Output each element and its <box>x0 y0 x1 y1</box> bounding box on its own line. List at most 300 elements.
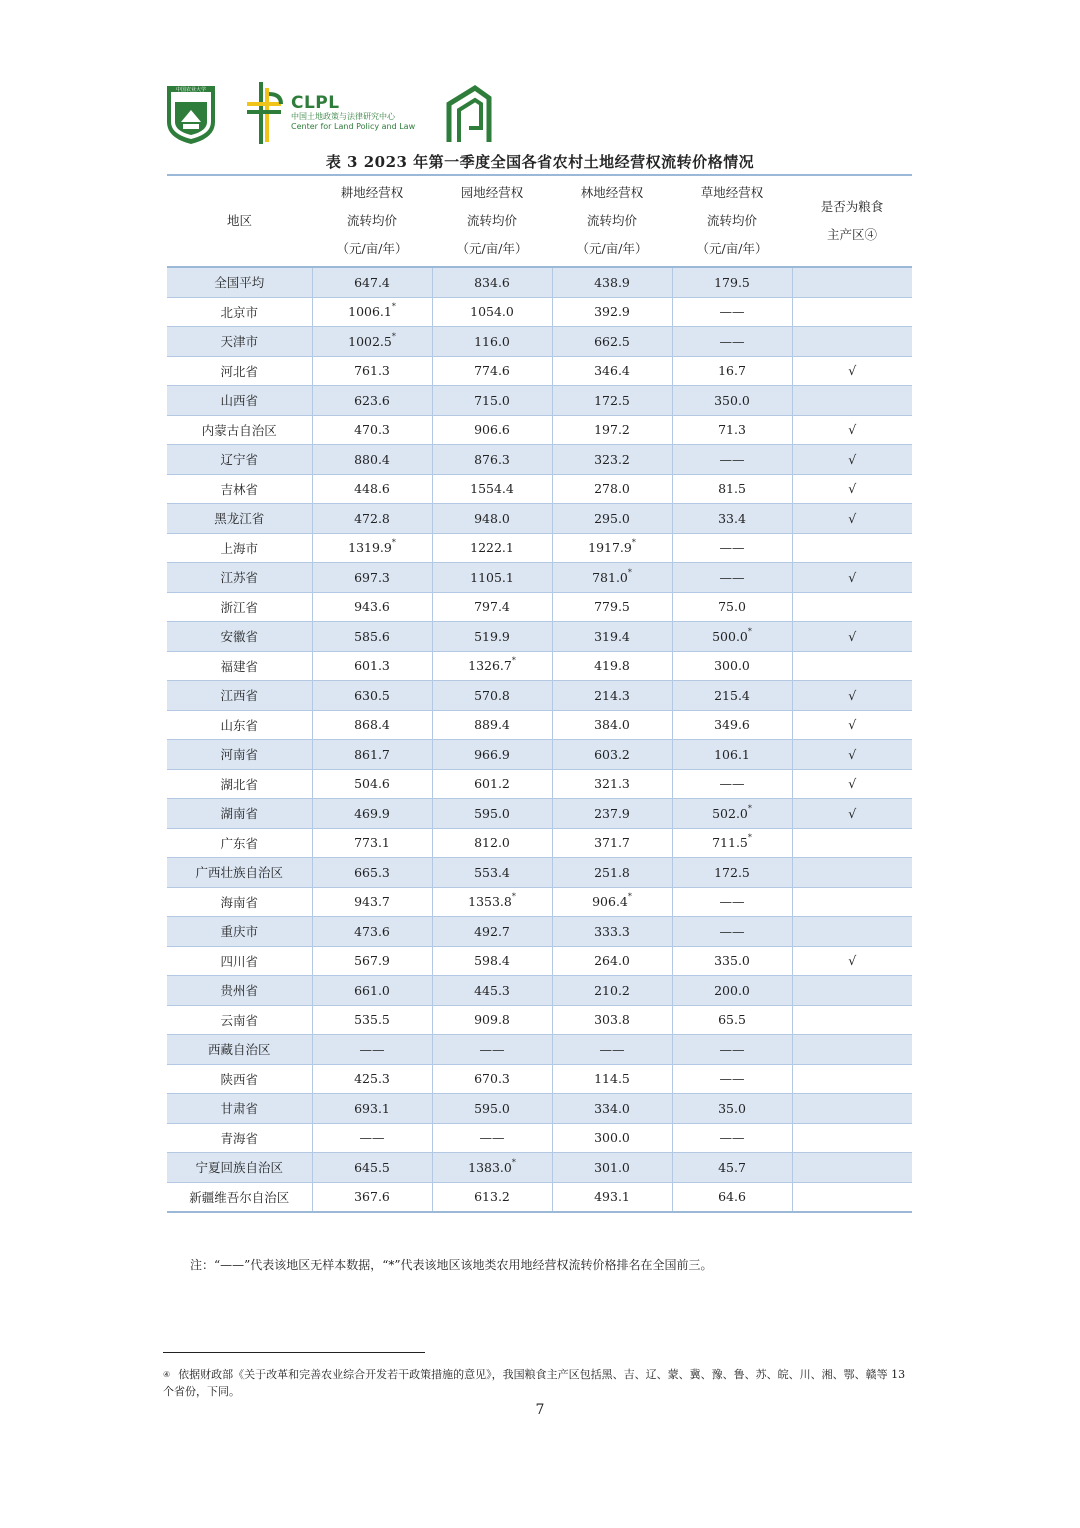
price-value: 661.0 <box>354 982 390 998</box>
clpl-logo <box>245 80 417 146</box>
grain-area-cell <box>792 1153 912 1183</box>
price-value: 595.0 <box>474 1100 510 1116</box>
clpl-name-cn: 中国土地政策与法律研究中心 <box>291 112 395 121</box>
price-cell <box>432 946 552 976</box>
price-value: 966.9 <box>474 746 510 762</box>
region-cell: 湖北省 <box>167 769 312 799</box>
price-value: 172.5 <box>594 392 630 408</box>
price-cell <box>312 887 432 917</box>
price-value: 889.4 <box>474 717 510 733</box>
table-row <box>167 622 912 652</box>
price-value: 45.7 <box>718 1159 746 1175</box>
university-seal-icon <box>163 82 219 146</box>
price-cell <box>672 415 792 445</box>
price-cell <box>672 1123 792 1153</box>
column-header-line: 流转均价 <box>706 213 757 228</box>
column-header-line: 流转均价 <box>586 213 637 228</box>
price-value: 200.0 <box>714 982 750 998</box>
table-row <box>167 917 912 947</box>
price-value: 773.1 <box>354 835 390 851</box>
price-cell <box>672 1064 792 1094</box>
grain-area-cell: √ <box>792 681 912 711</box>
region-cell: 广东省 <box>167 828 312 858</box>
price-value: 438.9 <box>594 274 630 290</box>
grain-area-cell <box>792 267 912 297</box>
table-row <box>167 1094 912 1124</box>
price-value: 909.8 <box>474 1012 510 1028</box>
price-cell <box>552 622 672 652</box>
price-cell <box>552 1182 672 1212</box>
region-cell: 全国平均 <box>167 267 312 297</box>
region-cell: 重庆市 <box>167 917 312 947</box>
region-cell: 四川省 <box>167 946 312 976</box>
footnote <box>163 1366 915 1400</box>
price-value: 334.0 <box>594 1100 630 1116</box>
region-cell: 贵州省 <box>167 976 312 1006</box>
price-cell <box>552 1064 672 1094</box>
price-cell <box>672 386 792 416</box>
partner-logo-icon <box>445 84 493 144</box>
grain-area-cell <box>792 1123 912 1153</box>
price-value: 943.6 <box>354 599 390 615</box>
top-three-mark: * <box>511 892 516 902</box>
clpl-name-en: Center for Land Policy and Law <box>291 122 416 131</box>
region-cell: 上海市 <box>167 533 312 563</box>
price-cell <box>312 976 432 1006</box>
price-cell <box>312 740 432 770</box>
price-cell <box>312 917 432 947</box>
price-cell <box>312 769 432 799</box>
price-cell <box>552 533 672 563</box>
grain-area-cell: √ <box>792 622 912 652</box>
price-value: 715.0 <box>474 392 510 408</box>
table-row <box>167 769 912 799</box>
top-three-mark: * <box>747 626 752 636</box>
price-value: —— <box>719 333 745 349</box>
region-cell: 甘肃省 <box>167 1094 312 1124</box>
price-cell <box>312 1005 432 1035</box>
price-value: 595.0 <box>474 805 510 821</box>
price-value: —— <box>359 1130 385 1146</box>
price-value: 519.9 <box>474 628 510 644</box>
price-cell <box>552 504 672 534</box>
price-value: 1006.1 <box>348 304 392 320</box>
price-cell <box>552 740 672 770</box>
region-cell: 云南省 <box>167 1005 312 1035</box>
price-value: 601.2 <box>474 776 510 792</box>
price-value: 868.4 <box>354 717 390 733</box>
price-value: 237.9 <box>594 805 630 821</box>
top-three-mark: * <box>747 833 752 843</box>
top-three-mark: * <box>627 892 632 902</box>
table-row <box>167 887 912 917</box>
price-cell <box>312 946 432 976</box>
price-value: 535.5 <box>354 1012 390 1028</box>
price-cell <box>552 946 672 976</box>
price-cell <box>552 327 672 357</box>
table-row <box>167 327 912 357</box>
price-cell <box>312 504 432 534</box>
price-cell <box>312 681 432 711</box>
region-cell: 广西壮族自治区 <box>167 858 312 888</box>
price-value: —— <box>719 1041 745 1057</box>
price-cell <box>312 799 432 829</box>
price-value: 197.2 <box>594 422 630 438</box>
region-cell: 湖南省 <box>167 799 312 829</box>
price-value: 797.4 <box>474 599 510 615</box>
column-header <box>552 175 672 267</box>
table-row <box>167 1005 912 1035</box>
price-value: 880.4 <box>354 451 390 467</box>
column-header <box>792 175 912 267</box>
region-cell: 天津市 <box>167 327 312 357</box>
price-cell <box>432 858 552 888</box>
price-cell <box>672 946 792 976</box>
price-cell <box>672 297 792 327</box>
price-cell <box>432 474 552 504</box>
price-value: 906.4 <box>592 894 628 910</box>
grain-area-cell: √ <box>792 710 912 740</box>
svg-text:中国农业大学: 中国农业大学 <box>175 87 207 93</box>
column-header-line: 流转均价 <box>346 213 397 228</box>
price-cell <box>312 622 432 652</box>
price-value: 711.5 <box>712 835 748 851</box>
price-cell <box>672 622 792 652</box>
price-value: 662.5 <box>594 333 630 349</box>
price-value: —— <box>599 1041 625 1057</box>
table-row <box>167 651 912 681</box>
column-header-line: （元/亩/年） <box>696 241 768 256</box>
table-row <box>167 828 912 858</box>
region-cell: 黑龙江省 <box>167 504 312 534</box>
price-cell <box>552 1035 672 1065</box>
region-cell: 海南省 <box>167 887 312 917</box>
price-cell <box>552 592 672 622</box>
table-header-row <box>167 175 912 267</box>
price-value: 613.2 <box>474 1189 510 1205</box>
region-cell: 河南省 <box>167 740 312 770</box>
price-value: 71.3 <box>718 422 746 438</box>
grain-area-cell <box>792 386 912 416</box>
grain-area-cell <box>792 592 912 622</box>
price-value: 75.0 <box>718 599 746 615</box>
price-cell <box>432 622 552 652</box>
price-value: 470.3 <box>354 422 390 438</box>
price-value: 172.5 <box>714 864 750 880</box>
price-value: 300.0 <box>714 658 750 674</box>
price-value: —— <box>359 1041 385 1057</box>
price-cell <box>432 1094 552 1124</box>
price-cell <box>672 1153 792 1183</box>
price-cell <box>312 710 432 740</box>
price-value: —— <box>479 1041 505 1057</box>
grain-area-cell: √ <box>792 356 912 386</box>
table-row <box>167 1035 912 1065</box>
region-cell: 北京市 <box>167 297 312 327</box>
grain-area-cell <box>792 1064 912 1094</box>
price-cell <box>552 799 672 829</box>
grain-area-cell <box>792 1094 912 1124</box>
table-row <box>167 415 912 445</box>
table-row <box>167 356 912 386</box>
grain-area-cell <box>792 1035 912 1065</box>
price-cell <box>312 386 432 416</box>
price-value: —— <box>719 569 745 585</box>
price-value: —— <box>719 1130 745 1146</box>
price-cell <box>432 504 552 534</box>
price-cell <box>672 563 792 593</box>
price-value: 570.8 <box>474 687 510 703</box>
column-header-line: 草地经营权 <box>700 185 764 200</box>
price-value: 65.5 <box>718 1012 746 1028</box>
price-value: 319.4 <box>594 628 630 644</box>
price-value: 114.5 <box>594 1071 630 1087</box>
price-value: 335.0 <box>714 953 750 969</box>
price-value: 812.0 <box>474 835 510 851</box>
footnote-text: 依据财政部《关于改革和完善农业综合开发若干政策措施的意见》，我国粮食主产区包括黑、吉、辽、蒙、冀、豫、鲁、苏、皖、川、湘、鄂、赣等 13 个省份，下同。 <box>163 1368 906 1398</box>
price-cell <box>672 976 792 1006</box>
price-cell <box>432 1064 552 1094</box>
grain-area-cell <box>792 1182 912 1212</box>
grain-area-cell <box>792 976 912 1006</box>
column-header <box>672 175 792 267</box>
price-cell <box>672 1182 792 1212</box>
price-value: 665.3 <box>354 864 390 880</box>
table-row <box>167 740 912 770</box>
price-cell <box>432 445 552 475</box>
price-value: 834.6 <box>474 274 510 290</box>
price-cell <box>312 1064 432 1094</box>
table-row <box>167 1123 912 1153</box>
price-value: —— <box>719 1071 745 1087</box>
price-cell <box>672 1035 792 1065</box>
price-cell <box>552 858 672 888</box>
price-value: 16.7 <box>718 363 746 379</box>
price-value: 303.8 <box>594 1012 630 1028</box>
price-value: 504.6 <box>354 776 390 792</box>
price-value: 647.4 <box>354 274 390 290</box>
region-cell: 安徽省 <box>167 622 312 652</box>
price-value: 469.9 <box>354 805 390 821</box>
column-header-line: 流转均价 <box>466 213 517 228</box>
price-value: —— <box>719 540 745 556</box>
price-value: 948.0 <box>474 510 510 526</box>
column-header-line: （元/亩/年） <box>456 241 528 256</box>
price-cell <box>552 1005 672 1035</box>
region-cell: 西藏自治区 <box>167 1035 312 1065</box>
price-table <box>167 174 912 1213</box>
grain-area-cell <box>792 533 912 563</box>
price-value: 35.0 <box>718 1100 746 1116</box>
price-cell <box>672 799 792 829</box>
table-row <box>167 681 912 711</box>
price-value: 367.6 <box>354 1189 390 1205</box>
price-value: 106.1 <box>714 746 750 762</box>
price-value: 321.3 <box>594 776 630 792</box>
price-cell <box>312 1123 432 1153</box>
top-three-mark: * <box>391 538 396 548</box>
grain-area-cell <box>792 858 912 888</box>
table-row <box>167 858 912 888</box>
table-title: 表 3 2023 年第一季度全国各省农村土地经营权流转价格情况 <box>325 153 755 171</box>
price-cell <box>312 533 432 563</box>
price-cell <box>672 356 792 386</box>
price-value: —— <box>719 304 745 320</box>
price-cell <box>432 828 552 858</box>
price-value: 1383.0 <box>468 1159 512 1175</box>
top-three-mark: * <box>627 567 632 577</box>
price-cell <box>432 267 552 297</box>
price-cell <box>672 828 792 858</box>
table-row <box>167 563 912 593</box>
price-value: 300.0 <box>594 1130 630 1146</box>
price-cell <box>312 297 432 327</box>
price-value: —— <box>719 776 745 792</box>
column-header-line: 园地经营权 <box>460 185 524 200</box>
table-row <box>167 1153 912 1183</box>
price-value: 425.3 <box>354 1071 390 1087</box>
grain-area-cell: √ <box>792 769 912 799</box>
price-cell <box>672 740 792 770</box>
price-cell <box>672 267 792 297</box>
table-row <box>167 1182 912 1212</box>
price-value: 567.9 <box>354 953 390 969</box>
price-cell <box>432 887 552 917</box>
grain-area-cell: √ <box>792 504 912 534</box>
price-value: 1054.0 <box>470 304 514 320</box>
price-cell <box>312 592 432 622</box>
grain-area-cell: √ <box>792 563 912 593</box>
price-value: 1326.7 <box>468 658 512 674</box>
price-cell <box>432 415 552 445</box>
price-value: —— <box>479 1130 505 1146</box>
price-cell <box>312 1094 432 1124</box>
price-value: 670.3 <box>474 1071 510 1087</box>
clpl-wordmark: CLPL <box>291 93 340 113</box>
top-three-mark: * <box>511 656 516 666</box>
price-value: 876.3 <box>474 451 510 467</box>
grain-area-cell: √ <box>792 474 912 504</box>
price-cell <box>672 858 792 888</box>
clpl-mark-icon <box>245 80 285 146</box>
price-value: 81.5 <box>718 481 746 497</box>
price-value: 278.0 <box>594 481 630 497</box>
table-row <box>167 386 912 416</box>
price-cell <box>672 1005 792 1035</box>
price-value: 697.3 <box>354 569 390 585</box>
grain-area-cell: √ <box>792 740 912 770</box>
price-value: —— <box>719 451 745 467</box>
price-cell <box>432 1123 552 1153</box>
region-cell: 山东省 <box>167 710 312 740</box>
price-cell <box>552 415 672 445</box>
price-cell <box>432 1153 552 1183</box>
grain-area-cell: √ <box>792 415 912 445</box>
price-cell <box>312 267 432 297</box>
price-cell <box>312 563 432 593</box>
price-value: 1554.4 <box>470 481 514 497</box>
grain-area-cell <box>792 887 912 917</box>
price-cell <box>312 327 432 357</box>
price-value: 349.6 <box>714 717 750 733</box>
price-cell <box>432 917 552 947</box>
price-value: 384.0 <box>594 717 630 733</box>
price-value: 492.7 <box>474 923 510 939</box>
grain-area-cell: √ <box>792 799 912 829</box>
price-cell <box>432 533 552 563</box>
region-cell: 浙江省 <box>167 592 312 622</box>
price-cell <box>432 710 552 740</box>
price-cell <box>312 828 432 858</box>
price-value: 585.6 <box>354 628 390 644</box>
table-row <box>167 267 912 297</box>
price-cell <box>552 976 672 1006</box>
price-cell <box>432 1035 552 1065</box>
table-row <box>167 297 912 327</box>
region-cell: 河北省 <box>167 356 312 386</box>
column-header-line: 耕地经营权 <box>340 185 404 200</box>
price-cell <box>672 681 792 711</box>
price-value: 473.6 <box>354 923 390 939</box>
price-cell <box>552 769 672 799</box>
price-cell <box>552 1123 672 1153</box>
price-cell <box>552 651 672 681</box>
price-cell <box>312 356 432 386</box>
price-cell <box>432 386 552 416</box>
grain-area-cell <box>792 828 912 858</box>
price-value: 500.0 <box>712 628 748 644</box>
price-value: 392.9 <box>594 304 630 320</box>
price-cell <box>312 474 432 504</box>
top-three-mark: * <box>631 538 636 548</box>
header-logos <box>163 78 503 148</box>
price-cell <box>552 563 672 593</box>
price-cell <box>552 297 672 327</box>
table-row <box>167 1064 912 1094</box>
price-cell <box>432 769 552 799</box>
price-value: 350.0 <box>714 392 750 408</box>
price-cell <box>432 327 552 357</box>
column-header <box>432 175 552 267</box>
table-row <box>167 710 912 740</box>
region-cell: 福建省 <box>167 651 312 681</box>
price-cell <box>432 1005 552 1035</box>
price-value: 603.2 <box>594 746 630 762</box>
price-cell <box>432 799 552 829</box>
price-value: 333.3 <box>594 923 630 939</box>
table-row <box>167 976 912 1006</box>
price-value: 445.3 <box>474 982 510 998</box>
region-cell: 江苏省 <box>167 563 312 593</box>
price-cell <box>312 445 432 475</box>
footnote-mark: ④ <box>163 1370 171 1379</box>
region-cell: 新疆维吾尔自治区 <box>167 1182 312 1212</box>
price-cell <box>432 297 552 327</box>
table-row <box>167 592 912 622</box>
price-value: 781.0 <box>592 569 628 585</box>
table-row <box>167 946 912 976</box>
table-row <box>167 474 912 504</box>
price-value: 295.0 <box>594 510 630 526</box>
region-cell: 辽宁省 <box>167 445 312 475</box>
price-cell <box>432 563 552 593</box>
price-cell <box>672 504 792 534</box>
region-cell: 江西省 <box>167 681 312 711</box>
top-three-mark: * <box>391 302 396 312</box>
price-value: 1002.5 <box>348 333 392 349</box>
price-value: 323.2 <box>594 451 630 467</box>
column-header-line: （元/亩/年） <box>336 241 408 256</box>
